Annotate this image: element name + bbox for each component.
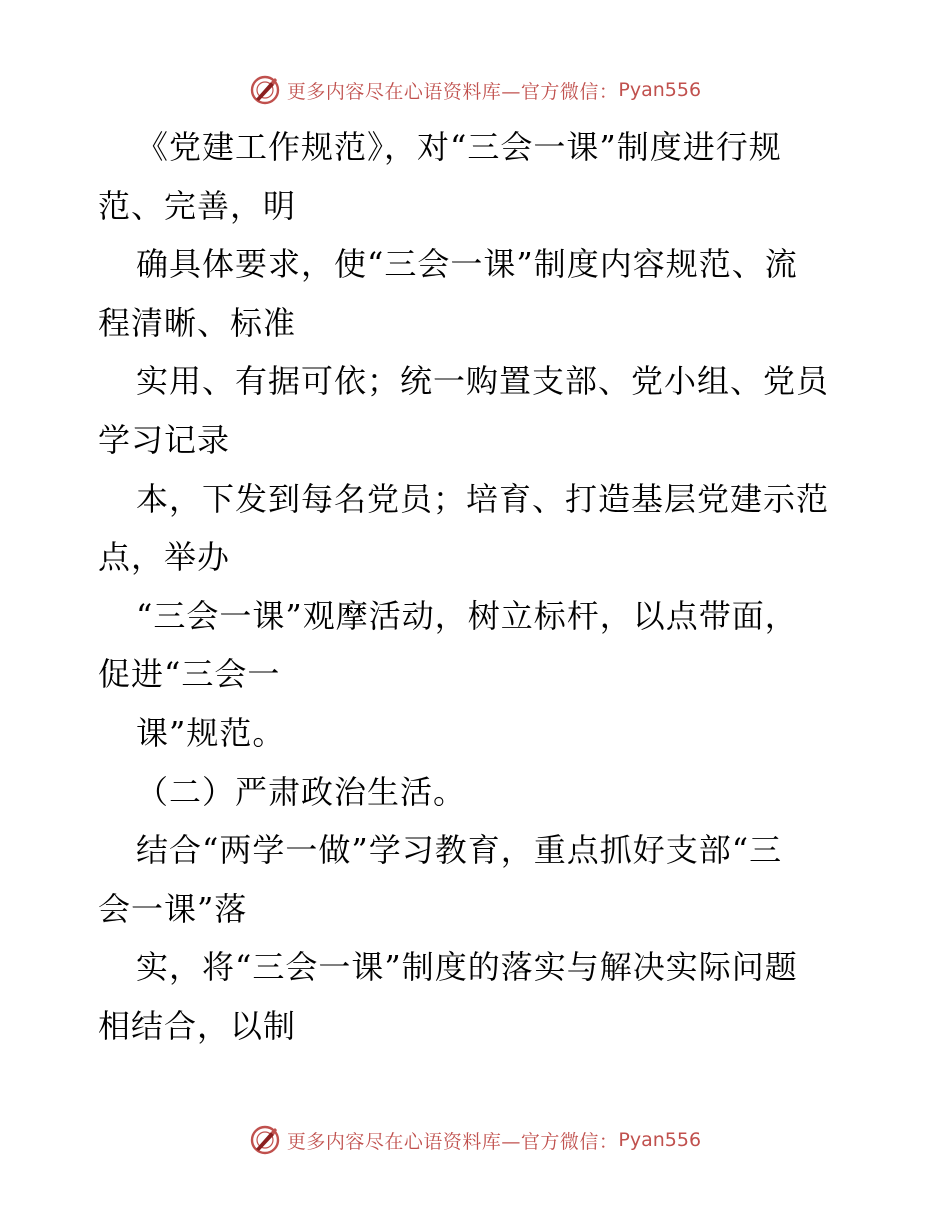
header-watermark <box>0 70 950 110</box>
body-line: 会一课”落 <box>98 889 248 928</box>
document-body <box>98 118 858 1056</box>
body-line: 相结合，以制 <box>98 1006 297 1045</box>
body-line: 范、完善，明 <box>98 186 297 225</box>
section-heading: （二）严肃政治生活。 <box>136 772 467 811</box>
watermark-contact: Pyan556 <box>618 1129 702 1151</box>
body-line: 学习记录 <box>98 420 231 459</box>
watermark-text: 更多内容尽在心语资料库—官方微信： <box>286 1130 619 1153</box>
body-line: 促进“三会一 <box>98 655 281 694</box>
body-line: 结合“两学一做”学习教育，重点抓好支部“三 <box>136 831 783 870</box>
watermark-text: 更多内容尽在心语资料库—官方微信： <box>286 80 619 103</box>
pen-logo-icon <box>249 1124 281 1156</box>
body-line: 点，举办 <box>98 538 231 577</box>
body-line: 《党建工作规范》，对“三会一课”制度进行规 <box>136 128 782 166</box>
body-line: 程清晰、标准 <box>98 303 297 342</box>
body-line: 本，下发到每名党员；培育、打造基层党建示范 <box>136 479 830 518</box>
watermark-contact: Pyan556 <box>618 79 702 101</box>
body-line: 实，将“三会一课”制度的落实与解决实际问题 <box>136 948 798 987</box>
body-line: 实用、有据可依；统一购置支部、党小组、党员 <box>136 362 830 401</box>
footer-watermark <box>0 1120 950 1160</box>
pen-logo-icon <box>249 74 281 106</box>
body-line: 确具体要求，使“三会一课”制度内容规范、流 <box>136 245 798 284</box>
body-line: “三会一课”观摩活动，树立标杆，以点带面， <box>136 596 798 635</box>
body-line: 课”规范。 <box>136 713 286 752</box>
